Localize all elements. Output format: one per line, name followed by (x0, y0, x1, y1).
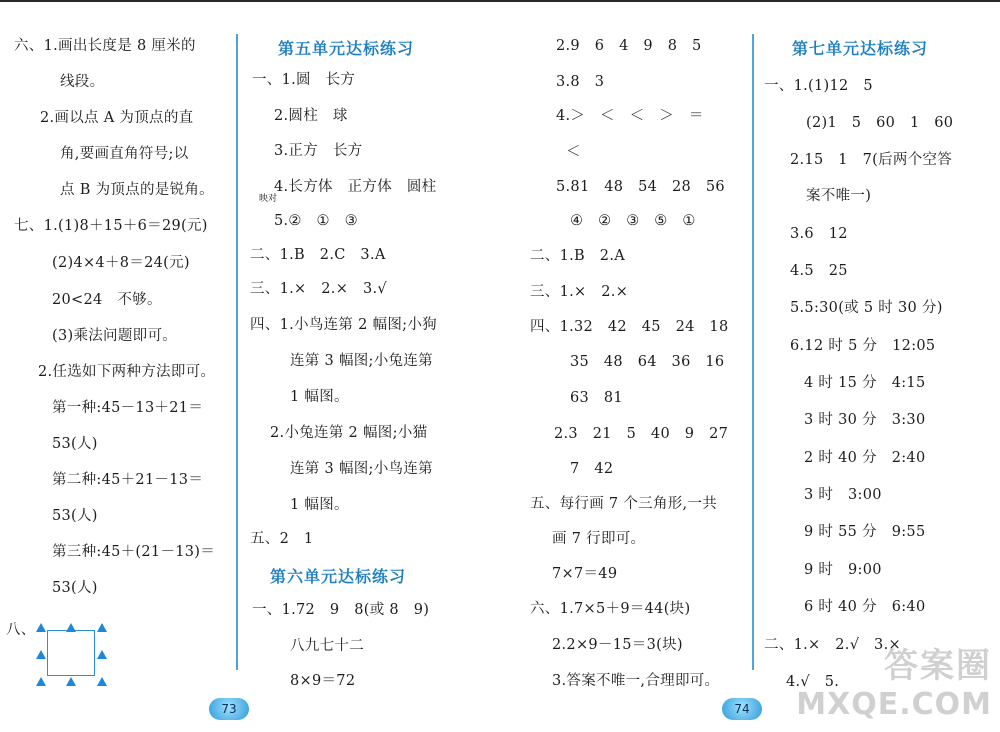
section-title: 第五单元达标练习 (278, 39, 415, 58)
triangle-icon (36, 677, 46, 686)
text-line: 3.6 12 (790, 226, 848, 242)
triangle-icon (97, 677, 107, 686)
text-line: 画 7 行即可。 (552, 531, 646, 547)
text-line: 二、1.B 2.C 3.A (250, 247, 386, 263)
text-line: 线段。 (60, 74, 105, 90)
text-line: 二、1.× 2.√ 3.× (764, 637, 901, 653)
watermark-logo-text: 答案圈 (884, 646, 992, 686)
text-line: 2.画以点 A 为顶点的直 (40, 110, 194, 126)
text-line: 角,要画直角符号;以 (60, 146, 189, 162)
text-line: 2.小兔连第 2 幅图;小猫 (270, 425, 428, 441)
text-line: 六、1.画出长度是 8 厘米的 (14, 38, 196, 54)
text-line: 5.② ① ③ (274, 213, 358, 229)
text-line: 二、1.B 2.A (530, 248, 625, 264)
text-line: 9 时 55 分 9:55 (804, 524, 926, 540)
text-line: ＜ (566, 144, 581, 160)
text-line: 四、1.32 42 45 24 18 (530, 319, 729, 335)
text-line: 七、1.(1)8＋15＋6＝29(元) (14, 218, 208, 234)
watermark (796, 638, 992, 722)
text-line: 四、1.小鸟连第 2 幅图;小狗 (250, 317, 437, 333)
text-line: 3.8 3 (556, 74, 605, 90)
text-line: 五、2 1 (250, 531, 314, 547)
text-line: 7×7＝49 (552, 566, 618, 582)
triangle-icon (36, 650, 46, 659)
text-line: 20<24 不够。 (52, 292, 162, 308)
text-line: 第三种:45＋(21－13)＝ (52, 544, 216, 560)
section-title: 第七单元达标练习 (792, 39, 929, 58)
text-line: 53(人) (52, 436, 98, 452)
text-line: 连第 3 幅图;小鸟连第 (290, 461, 433, 477)
text-line: 连第 3 幅图;小兔连第 (290, 353, 433, 369)
text-line: 八、 (6, 622, 36, 638)
text-line: 5.5:30(或 5 时 30 分) (790, 300, 943, 316)
text-line: 3.正方 长方 (274, 143, 363, 159)
text-line: 2.任选如下两种方法即可。 (38, 364, 216, 380)
triangle-icon (66, 623, 76, 632)
text-line: 三、1.× 2.× (530, 284, 629, 300)
text-line: 3.答案不唯一,合理即可。 (552, 673, 720, 689)
triangle-icon (66, 677, 76, 686)
drawn-square (47, 630, 95, 676)
text-line: 2.15 1 7(后两个空答 (790, 152, 953, 168)
page-number: 73 (209, 698, 249, 720)
text-line: 2.3 21 5 40 9 27 (554, 426, 729, 442)
text-line: ④ ② ③ ⑤ ① (570, 213, 696, 229)
column-divider (236, 34, 238, 670)
text-line: 53(人) (52, 580, 98, 596)
text-line: (3)乘法问题即可。 (52, 328, 178, 344)
text-line: 5.81 48 54 28 56 (556, 179, 725, 195)
text-line: 五、每行画 7 个三角形,一共 (530, 496, 718, 512)
triangle-icon (97, 623, 107, 632)
text-line: 1 幅图。 (290, 497, 349, 513)
text-line: 2.圆柱 球 (274, 108, 348, 124)
text-line: 6.12 时 5 分 12:05 (790, 338, 936, 354)
text-line: 点 B 为顶点的是锐角。 (60, 182, 214, 198)
text-line: 4.5 25 (790, 263, 848, 279)
text-line: 一、1.72 9 8(或 8 9) (252, 602, 430, 618)
text-line: 3 时 3:00 (804, 487, 882, 503)
page-number: 74 (722, 698, 762, 720)
text-line: 4 时 15 分 4:15 (804, 375, 926, 391)
text-line: 1 幅图。 (290, 389, 349, 405)
column-divider (752, 34, 754, 670)
text-line: 六、1.7×5＋9＝44(块) (530, 601, 691, 617)
text-line: 9 时 9:00 (804, 562, 882, 578)
text-line: 53(人) (52, 508, 98, 524)
text-line: 第二种:45＋21－13＝ (52, 472, 204, 488)
text-line: 4.√ 5. (786, 674, 840, 690)
text-line: 2 时 40 分 2:40 (804, 450, 926, 466)
text-line: 2.9 6 4 9 8 5 (556, 38, 702, 54)
text-line: 一、1.圆 长方 (252, 72, 356, 88)
text-line: 一、1.(1)12 5 (764, 78, 873, 94)
text-line: 4.＞ ＜ ＜ ＞ ＝ (556, 108, 704, 124)
triangle-icon (36, 623, 46, 632)
text-line: 63 81 (570, 390, 623, 406)
section-title: 第六单元达标练习 (270, 567, 407, 586)
text-line: 2.2×9－15＝3(块) (552, 637, 683, 653)
watermark-url: MXQE.COM (796, 687, 992, 722)
text-line: 三、1.× 2.× 3.√ (250, 281, 387, 297)
text-line: 第一种:45－13＋21＝ (52, 400, 204, 416)
text-line: 6 时 40 分 6:40 (804, 599, 926, 615)
text-line: 7 42 (570, 461, 614, 477)
text-line: 35 48 64 36 16 (570, 354, 725, 370)
text-line: 3 时 30 分 3:30 (804, 412, 926, 428)
text-line: 8×9＝72 (290, 673, 356, 689)
text-line: 4.长方体 正方体 圆柱 (274, 179, 437, 195)
top-border (0, 0, 1000, 2)
text-line: (2)4×4＋8＝24(元) (52, 255, 190, 271)
text-line: (2)1 5 60 1 60 (806, 115, 954, 131)
handwritten-note: 映对 (259, 194, 278, 204)
text-line: 案不唯一) (806, 188, 872, 204)
triangle-icon (97, 650, 107, 659)
text-line: 八九七十二 (290, 638, 364, 654)
